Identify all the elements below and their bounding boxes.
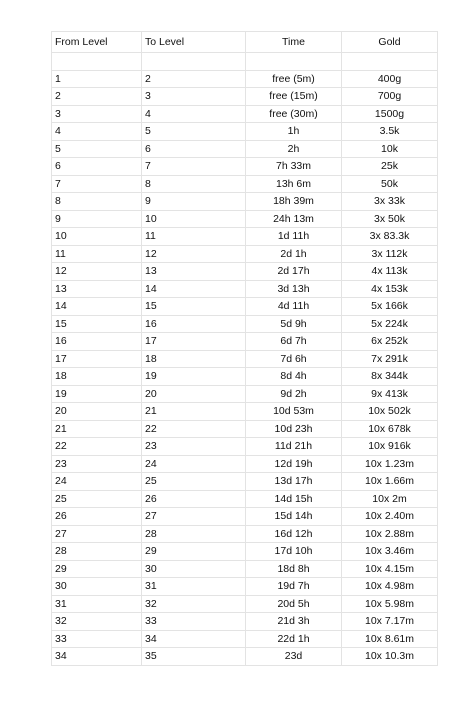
header-time: Time bbox=[246, 32, 342, 53]
table-row bbox=[52, 298, 438, 316]
table-row bbox=[52, 315, 438, 333]
table-row bbox=[52, 175, 438, 193]
from-level-cell: 34 bbox=[52, 648, 142, 666]
table-row bbox=[52, 333, 438, 351]
gold-cell: 50k bbox=[342, 175, 438, 193]
to-level-cell: 25 bbox=[142, 473, 246, 491]
level-upgrade-table bbox=[51, 31, 438, 666]
table-row bbox=[52, 648, 438, 666]
table-row bbox=[52, 630, 438, 648]
gold-cell: 10x 2.88m bbox=[342, 525, 438, 543]
time-cell: 13h 6m bbox=[246, 175, 342, 193]
from-level-cell: 13 bbox=[52, 280, 142, 298]
to-level-cell: 30 bbox=[142, 560, 246, 578]
to-level-cell: 21 bbox=[142, 403, 246, 421]
time-cell: 15d 14h bbox=[246, 508, 342, 526]
time-cell: 3d 13h bbox=[246, 280, 342, 298]
gold-cell: 10x 5.98m bbox=[342, 595, 438, 613]
gold-cell: 8x 344k bbox=[342, 368, 438, 386]
time-cell: 7d 6h bbox=[246, 350, 342, 368]
from-level-cell: 22 bbox=[52, 438, 142, 456]
table-row bbox=[52, 368, 438, 386]
table-row bbox=[52, 263, 438, 281]
time-cell: free (5m) bbox=[246, 70, 342, 88]
time-cell: 23d bbox=[246, 648, 342, 666]
header-row bbox=[52, 32, 438, 53]
time-cell: 4d 11h bbox=[246, 298, 342, 316]
to-level-cell: 6 bbox=[142, 140, 246, 158]
time-cell: 12d 19h bbox=[246, 455, 342, 473]
time-cell: 16d 12h bbox=[246, 525, 342, 543]
empty-cell bbox=[342, 53, 438, 71]
to-level-cell: 12 bbox=[142, 245, 246, 263]
from-level-cell: 30 bbox=[52, 578, 142, 596]
to-level-cell: 17 bbox=[142, 333, 246, 351]
table-body bbox=[52, 53, 438, 666]
table-row bbox=[52, 210, 438, 228]
time-cell: 14d 15h bbox=[246, 490, 342, 508]
from-level-cell: 5 bbox=[52, 140, 142, 158]
to-level-cell: 13 bbox=[142, 263, 246, 281]
from-level-cell: 9 bbox=[52, 210, 142, 228]
gold-cell: 10x 3.46m bbox=[342, 543, 438, 561]
gold-cell: 3x 83.3k bbox=[342, 228, 438, 246]
table-row bbox=[52, 438, 438, 456]
time-cell: 17d 10h bbox=[246, 543, 342, 561]
time-cell: free (30m) bbox=[246, 105, 342, 123]
to-level-cell: 8 bbox=[142, 175, 246, 193]
table-row bbox=[52, 525, 438, 543]
time-cell: 24h 13m bbox=[246, 210, 342, 228]
to-level-cell: 27 bbox=[142, 508, 246, 526]
time-cell: 18h 39m bbox=[246, 193, 342, 211]
time-cell: 20d 5h bbox=[246, 595, 342, 613]
gold-cell: 10x 4.98m bbox=[342, 578, 438, 596]
empty-cell bbox=[246, 53, 342, 71]
to-level-cell: 19 bbox=[142, 368, 246, 386]
gold-cell: 3x 112k bbox=[342, 245, 438, 263]
to-level-cell: 22 bbox=[142, 420, 246, 438]
time-cell: free (15m) bbox=[246, 88, 342, 106]
from-level-cell: 15 bbox=[52, 315, 142, 333]
to-level-cell: 3 bbox=[142, 88, 246, 106]
table-row bbox=[52, 578, 438, 596]
time-cell: 7h 33m bbox=[246, 158, 342, 176]
header-to-level: To Level bbox=[142, 32, 246, 53]
gold-cell: 10x 502k bbox=[342, 403, 438, 421]
table-row bbox=[52, 508, 438, 526]
gold-cell: 10x 2m bbox=[342, 490, 438, 508]
table-row bbox=[52, 455, 438, 473]
from-level-cell: 24 bbox=[52, 473, 142, 491]
to-level-cell: 32 bbox=[142, 595, 246, 613]
gold-cell: 3x 50k bbox=[342, 210, 438, 228]
gold-cell: 4x 153k bbox=[342, 280, 438, 298]
gold-cell: 10x 7.17m bbox=[342, 613, 438, 631]
time-cell: 10d 23h bbox=[246, 420, 342, 438]
from-level-cell: 7 bbox=[52, 175, 142, 193]
table-row bbox=[52, 490, 438, 508]
from-level-cell: 8 bbox=[52, 193, 142, 211]
to-level-cell: 29 bbox=[142, 543, 246, 561]
time-cell: 9d 2h bbox=[246, 385, 342, 403]
table-row bbox=[52, 123, 438, 141]
table-row bbox=[52, 403, 438, 421]
table-row bbox=[52, 228, 438, 246]
to-level-cell: 2 bbox=[142, 70, 246, 88]
from-level-cell: 20 bbox=[52, 403, 142, 421]
gold-cell: 6x 252k bbox=[342, 333, 438, 351]
table-row bbox=[52, 193, 438, 211]
from-level-cell: 27 bbox=[52, 525, 142, 543]
gold-cell: 1500g bbox=[342, 105, 438, 123]
time-cell: 2h bbox=[246, 140, 342, 158]
gold-cell: 7x 291k bbox=[342, 350, 438, 368]
from-level-cell: 18 bbox=[52, 368, 142, 386]
time-cell: 2d 1h bbox=[246, 245, 342, 263]
to-level-cell: 14 bbox=[142, 280, 246, 298]
gold-cell: 10k bbox=[342, 140, 438, 158]
from-level-cell: 10 bbox=[52, 228, 142, 246]
gold-cell: 4x 113k bbox=[342, 263, 438, 281]
to-level-cell: 4 bbox=[142, 105, 246, 123]
to-level-cell: 31 bbox=[142, 578, 246, 596]
table-row bbox=[52, 88, 438, 106]
gold-cell: 10x 4.15m bbox=[342, 560, 438, 578]
table-row bbox=[52, 613, 438, 631]
from-level-cell: 33 bbox=[52, 630, 142, 648]
time-cell: 10d 53m bbox=[246, 403, 342, 421]
gold-cell: 400g bbox=[342, 70, 438, 88]
gold-cell: 10x 916k bbox=[342, 438, 438, 456]
from-level-cell: 3 bbox=[52, 105, 142, 123]
to-level-cell: 9 bbox=[142, 193, 246, 211]
table-row bbox=[52, 543, 438, 561]
time-cell: 22d 1h bbox=[246, 630, 342, 648]
time-cell: 21d 3h bbox=[246, 613, 342, 631]
time-cell: 2d 17h bbox=[246, 263, 342, 281]
to-level-cell: 16 bbox=[142, 315, 246, 333]
table-row bbox=[52, 420, 438, 438]
from-level-cell: 25 bbox=[52, 490, 142, 508]
from-level-cell: 12 bbox=[52, 263, 142, 281]
from-level-cell: 4 bbox=[52, 123, 142, 141]
time-cell: 6d 7h bbox=[246, 333, 342, 351]
from-level-cell: 17 bbox=[52, 350, 142, 368]
from-level-cell: 16 bbox=[52, 333, 142, 351]
from-level-cell: 32 bbox=[52, 613, 142, 631]
table-row bbox=[52, 140, 438, 158]
to-level-cell: 34 bbox=[142, 630, 246, 648]
table-row bbox=[52, 385, 438, 403]
time-cell: 13d 17h bbox=[246, 473, 342, 491]
from-level-cell: 2 bbox=[52, 88, 142, 106]
to-level-cell: 33 bbox=[142, 613, 246, 631]
from-level-cell: 6 bbox=[52, 158, 142, 176]
table-row bbox=[52, 280, 438, 298]
table-row bbox=[52, 158, 438, 176]
header-from-level: From Level bbox=[52, 32, 142, 53]
gold-cell: 10x 2.40m bbox=[342, 508, 438, 526]
header-gold: Gold bbox=[342, 32, 438, 53]
from-level-cell: 23 bbox=[52, 455, 142, 473]
to-level-cell: 15 bbox=[142, 298, 246, 316]
gold-cell: 10x 678k bbox=[342, 420, 438, 438]
from-level-cell: 21 bbox=[52, 420, 142, 438]
spacer-row bbox=[52, 53, 438, 71]
gold-cell: 5x 224k bbox=[342, 315, 438, 333]
gold-cell: 10x 8.61m bbox=[342, 630, 438, 648]
to-level-cell: 24 bbox=[142, 455, 246, 473]
table-row bbox=[52, 245, 438, 263]
time-cell: 8d 4h bbox=[246, 368, 342, 386]
table-row bbox=[52, 70, 438, 88]
to-level-cell: 7 bbox=[142, 158, 246, 176]
to-level-cell: 11 bbox=[142, 228, 246, 246]
empty-cell bbox=[52, 53, 142, 71]
empty-cell bbox=[142, 53, 246, 71]
gold-cell: 5x 166k bbox=[342, 298, 438, 316]
to-level-cell: 5 bbox=[142, 123, 246, 141]
to-level-cell: 18 bbox=[142, 350, 246, 368]
table-row bbox=[52, 560, 438, 578]
from-level-cell: 29 bbox=[52, 560, 142, 578]
to-level-cell: 20 bbox=[142, 385, 246, 403]
gold-cell: 10x 1.66m bbox=[342, 473, 438, 491]
time-cell: 11d 21h bbox=[246, 438, 342, 456]
from-level-cell: 31 bbox=[52, 595, 142, 613]
time-cell: 1h bbox=[246, 123, 342, 141]
from-level-cell: 28 bbox=[52, 543, 142, 561]
table-row bbox=[52, 473, 438, 491]
from-level-cell: 11 bbox=[52, 245, 142, 263]
time-cell: 1d 11h bbox=[246, 228, 342, 246]
table-row bbox=[52, 595, 438, 613]
time-cell: 18d 8h bbox=[246, 560, 342, 578]
gold-cell: 25k bbox=[342, 158, 438, 176]
gold-cell: 3x 33k bbox=[342, 193, 438, 211]
gold-cell: 10x 1.23m bbox=[342, 455, 438, 473]
from-level-cell: 19 bbox=[52, 385, 142, 403]
gold-cell: 10x 10.3m bbox=[342, 648, 438, 666]
from-level-cell: 14 bbox=[52, 298, 142, 316]
gold-cell: 700g bbox=[342, 88, 438, 106]
to-level-cell: 23 bbox=[142, 438, 246, 456]
time-cell: 5d 9h bbox=[246, 315, 342, 333]
to-level-cell: 26 bbox=[142, 490, 246, 508]
gold-cell: 9x 413k bbox=[342, 385, 438, 403]
to-level-cell: 10 bbox=[142, 210, 246, 228]
table-row bbox=[52, 350, 438, 368]
gold-cell: 3.5k bbox=[342, 123, 438, 141]
from-level-cell: 26 bbox=[52, 508, 142, 526]
from-level-cell: 1 bbox=[52, 70, 142, 88]
to-level-cell: 28 bbox=[142, 525, 246, 543]
to-level-cell: 35 bbox=[142, 648, 246, 666]
time-cell: 19d 7h bbox=[246, 578, 342, 596]
table-row bbox=[52, 105, 438, 123]
